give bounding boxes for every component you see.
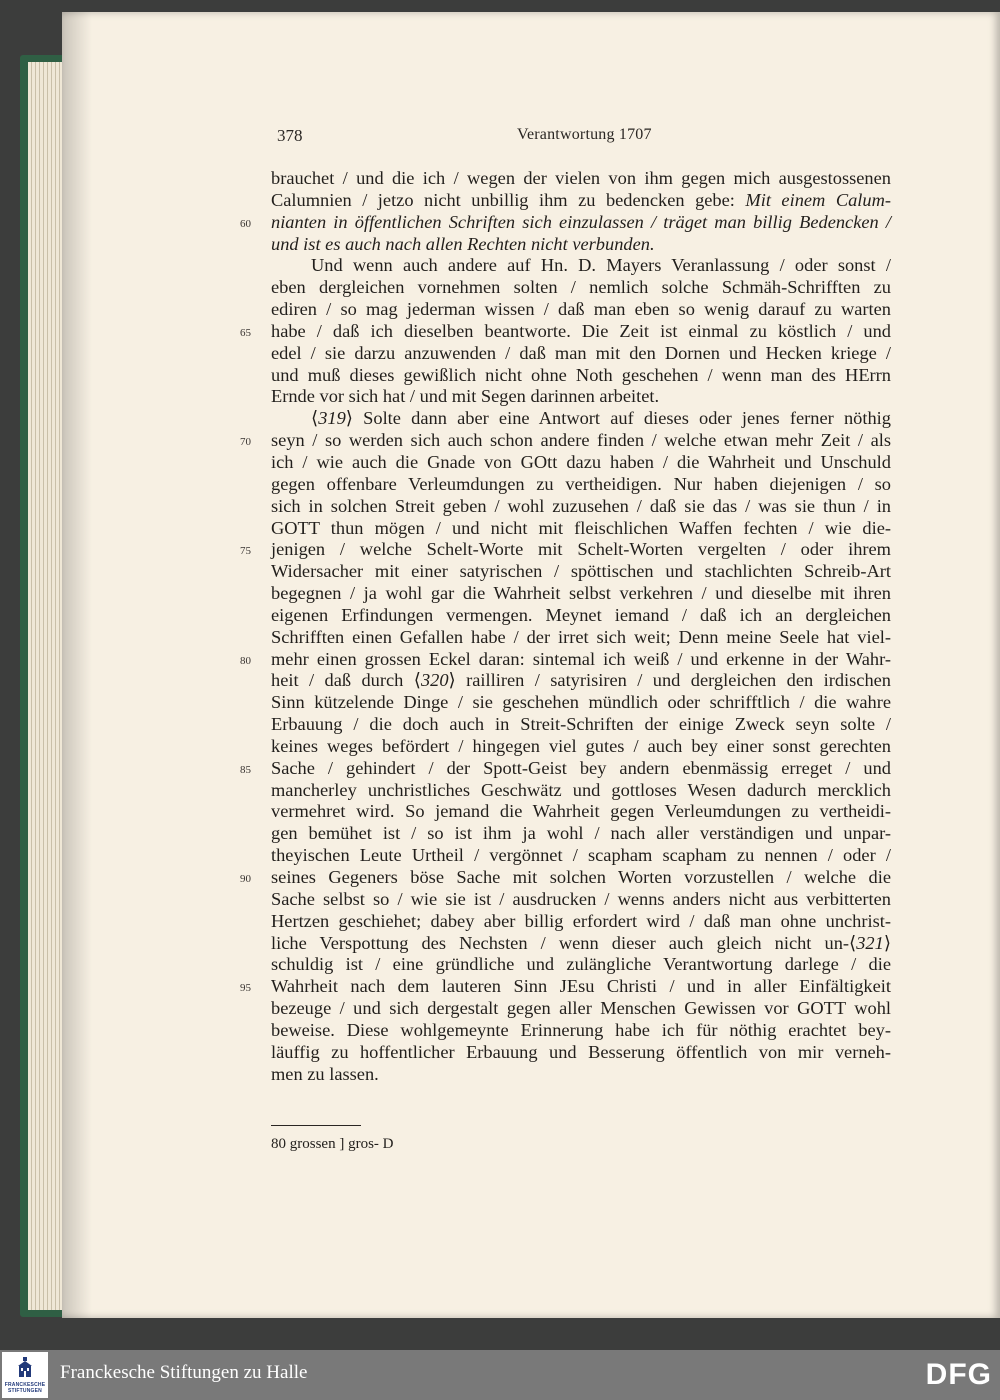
text-line: mancherley unchristliches Geschwätz und gottloses Wesen dadurch mercklich xyxy=(271,779,891,800)
text-line: begegnen / ja wohl gar die Wahrheit selbst verkehren / und dieselbe mit ihren xyxy=(271,583,891,604)
text-line: ediren / so mag jederman wissen / daß man eben so wenig darauf zu warten xyxy=(271,299,891,320)
institution-logo[interactable] xyxy=(2,1352,48,1398)
text-line: men zu lassen. xyxy=(271,1063,379,1084)
text-line: läuffig zu hoffentlicher Erbauung und Besserung öffentlich von mir verneh- xyxy=(271,1041,891,1062)
text-line: seyn / so werden sich auch schon andere finden / welche etwan mehr Zeit / als xyxy=(271,430,891,451)
text-line: heit / daß durch ⟨320⟩ railliren / satyrisiren / und dergleichen den irdischen xyxy=(271,670,892,691)
page-number: 378 xyxy=(277,126,303,145)
line-number: 95 xyxy=(240,982,251,995)
text-line: Ernde vor sich hat / und mit Segen darinnen arbeitet. xyxy=(271,386,660,407)
text-line: Widersacher mit einer satyrischen / spöttischen und stachlichten Schreib-Art xyxy=(271,561,891,582)
dfg-logo[interactable]: DFG xyxy=(925,1358,992,1391)
text-line: gegen offenbare Verleumdungen zu vertheidigen. Nur haben diejenigen / so xyxy=(271,473,891,494)
text-line: jenigen / welche Schelt-Worte mit Schelt-Worten vergelten / oder ihrem xyxy=(271,539,891,560)
line-number: 70 xyxy=(240,436,251,449)
text-line: theyischen Leute Urtheil / vergönnet / scapham scapham zu nennen / oder / xyxy=(271,845,891,866)
running-head: Verantwortung 1707 xyxy=(517,126,652,143)
footnote-rule xyxy=(271,1125,361,1126)
text-line: Hertzen geschiehet; dabey aber billig erfordert wird / daß man ohne unchrist- xyxy=(271,910,891,931)
text-line: schuldig ist / eine gründliche und zulängliche Verantwortung darlege / die xyxy=(271,954,891,975)
page-header xyxy=(277,126,889,150)
line-number: 65 xyxy=(240,326,251,339)
text-line: Erbauung / die doch auch in Streit-Schriften der einige Zweck seyn solte / xyxy=(271,714,891,735)
text-line: Sache selbst so / wie sie ist / ausdrucken / wenns anders nicht aus verbitterten xyxy=(271,888,891,909)
text-line: mehr einen grossen Eckel daran: sintemal ich weiß / und erkenne in der Wahr- xyxy=(271,648,891,669)
text-line: GOTT thun mögen / und nicht mit fleischlichen Waffen fechten / wie die- xyxy=(271,517,891,538)
building-icon xyxy=(16,1357,34,1379)
text-line: Und wenn auch andere auf Hn. D. Mayers Veranlassung / oder sonst / xyxy=(311,255,891,276)
text-line: bezeuge / und sich dergestalt gegen aller Menschen Gewissen vor GOTT wohl xyxy=(271,998,891,1019)
gutter-shadow xyxy=(62,12,92,1318)
text-line: seines Gegeners böse Sache mit solchen Worten vorzustellen / welche die xyxy=(271,867,891,887)
text-line: ich / wie auch die Gnade von GOtt dazu haben / die Wahrheit und Unschuld xyxy=(271,451,891,472)
text-line: gen bemühet ist / so ist ihm ja wohl / nach aller verständigen und unpar- xyxy=(271,823,891,844)
text-line: eben dergleichen vornehmen solten / nemlich solche Schmäh-Schrifften zu xyxy=(271,277,891,298)
text-line: edel / sie darzu anzuwenden / daß man mit den Dornen und Hecken kriege / xyxy=(271,342,891,363)
line-number: 90 xyxy=(240,873,251,886)
text-line: ⟨319⟩ Solte dann aber eine Antwort auf dieses oder jenes ferner nöthig xyxy=(311,408,891,429)
text-line: Calumnien / jetzo nicht unbillig ihm zu bedencken gebe: Mit einem Calum- xyxy=(271,189,891,210)
text-line: und muß dieses gewißlich nicht ohne Noth geschehen / wenn man des HErrn xyxy=(271,364,891,385)
text-line: Sinn kützelende Dinge / sie geschehen mündlich oder schrifftlich / die wahre xyxy=(271,692,891,713)
text-line: Schrifften einen Gefallen habe / der irret sich weit; Denn meine Seele hat viel- xyxy=(271,626,891,647)
body-text xyxy=(271,168,891,1085)
text-line: habe / daß ich dieselben beantworte. Die Zeit ist einmal zu köstlich / und xyxy=(271,320,891,341)
line-number: 60 xyxy=(240,217,251,230)
line-number: 80 xyxy=(240,654,251,667)
institution-name[interactable]: Franckesche Stiftungen zu Halle xyxy=(60,1362,308,1383)
text-line: eigenen Erfindungen vermengen. Meynet iemand / daß ich an dergleichen xyxy=(271,604,891,625)
viewer-footer xyxy=(0,1350,1000,1400)
text-line: brauchet / und die ich / wegen der vielen von ihm gegen mich ausgestossenen xyxy=(271,168,891,188)
text-line: nianten in öffentlichen Schriften sich einzulassen / träget man billig Bedencken / xyxy=(271,211,891,232)
text-line: und ist es auch nach allen Rechten nicht verbunden. xyxy=(271,233,655,254)
text-line: Wahrheit nach dem lauteren Sinn JEsu Christi / und in aller Einfältigkeit xyxy=(271,976,891,997)
line-number: 85 xyxy=(240,763,251,776)
text-line: keines weges befördert / hingegen viel gutes / auch bey einer sonst gerechten xyxy=(271,735,891,756)
text-line: Sache / gehindert / der Spott-Geist bey andern ebenmässig erreget / und xyxy=(271,757,891,778)
text-line: beweise. Diese wohlgemeynte Erinnerung habe ich für nöthig erachtet bey- xyxy=(271,1019,891,1040)
footnote: 80 grossen ] gros- D xyxy=(271,1136,394,1152)
line-number: 75 xyxy=(240,545,251,558)
logo-text: FRANCKESCHE STIFTUNGEN xyxy=(4,1382,46,1394)
text-line: vermehret wird. So jemand die Wahrheit gegen Verleumdungen zu vertheidi- xyxy=(271,801,891,822)
text-line: liche Verspottung des Nechsten / wenn dieser auch gleich nicht un-⟨321⟩ xyxy=(271,932,891,953)
text-line: sich in solchen Streit geben / wohl zuzusehen / daß sie das / was sie thun / in xyxy=(271,495,891,516)
